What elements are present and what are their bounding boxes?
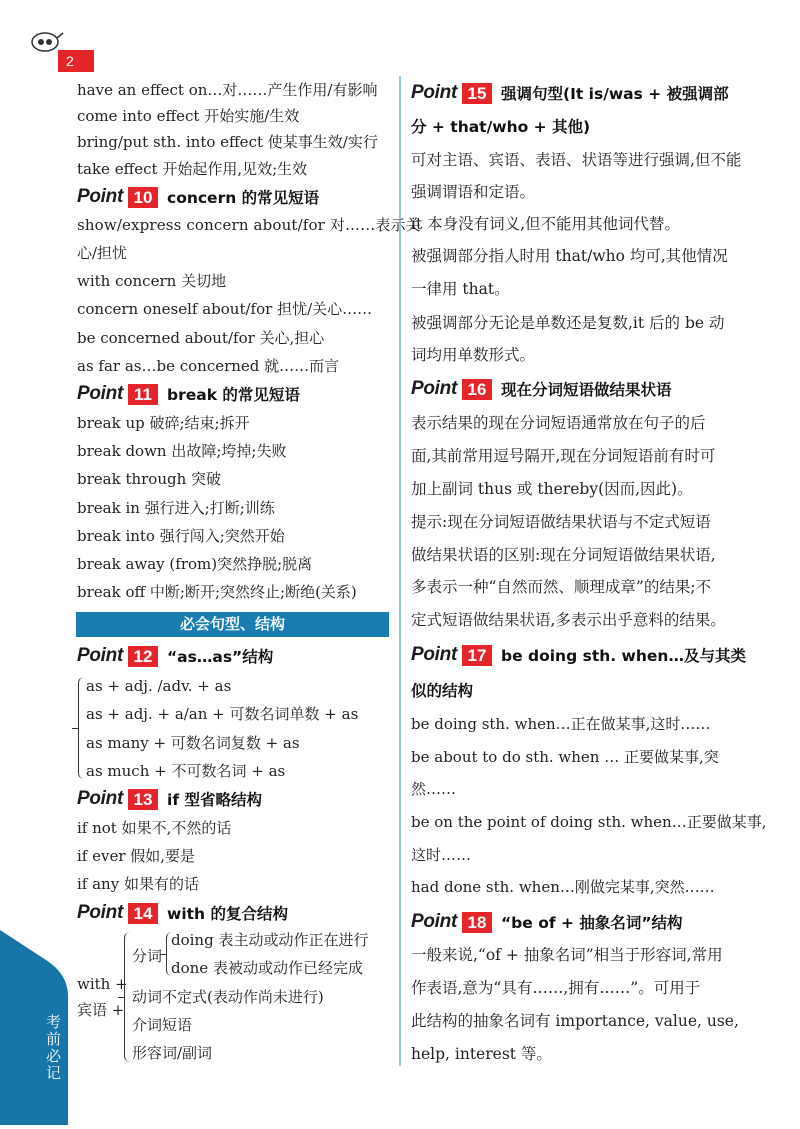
point-17-heading-cont [411, 677, 473, 703]
point-number: 18 [462, 912, 492, 933]
p15-line-3: it 本身没有词义,但不能用其他词代替。 [411, 215, 681, 233]
p14-sub-2: done 表被动或动作已经完成 [171, 959, 363, 977]
p10-line-2: 心/担忧 [77, 244, 128, 262]
point-label: Point [77, 186, 123, 207]
section-bar-title: 必会句型、结构 [179, 615, 285, 633]
intro-line-2: come into effect 开始实施/生效 [77, 107, 300, 125]
point-label: Point [411, 378, 457, 399]
p18-line-1: 一般来说,“of + 抽象名词”相当于形容词,常用 [411, 946, 723, 964]
p10-line-3: with concern 关切地 [77, 272, 227, 290]
p14-sub-1: doing 表主动或动作正在进行 [171, 931, 369, 949]
intro-line-4: take effect 开始起作用,见效;生效 [77, 160, 308, 178]
page-number: 2 [66, 53, 74, 69]
p10-line-4: concern oneself about/for 担忧/关心…… [77, 300, 373, 318]
p14-outer-brace [124, 932, 131, 1062]
p18-line-3: 此结构的抽象名词有 importance, value, use, [411, 1012, 739, 1030]
point-number: 15 [462, 83, 492, 104]
p15-line-1: 可对主语、宾语、表语、状语等进行强调,但不能 [411, 151, 742, 169]
p11-line-5: break into 强行闯入;突然开始 [77, 527, 285, 545]
point-label: Point [411, 82, 457, 103]
p15-line-4: 被强调部分指人时用 that/who 均可,其他情况 [411, 247, 728, 265]
point-title: with 的复合结构 [167, 905, 288, 923]
p11-line-6: break away (from)突然挣脱;脱离 [77, 555, 313, 573]
p13-line-1: if not 如果不,不然的话 [77, 819, 232, 837]
p14-item-3: 形容词/副词 [132, 1044, 213, 1062]
p10-line-6: as far as…be concerned 就……而言 [77, 357, 340, 375]
p17-line-1: be doing sth. when…正在做某事,这时…… [411, 715, 711, 733]
point-number: 17 [462, 645, 492, 666]
p16-line-4: 提示:现在分词短语做结果状语与不定式短语 [411, 513, 711, 531]
point-14-heading [77, 900, 288, 926]
p16-line-6: 多表示一种“自然而然、顺理成章”的结果;不 [411, 578, 712, 596]
point-title: concern 的常见短语 [167, 189, 320, 207]
p12-line-1: as + adj. /adv. + as [86, 677, 232, 695]
point-11-heading [77, 381, 300, 407]
point-17-heading [411, 642, 746, 668]
p14-object-label: 宾语 + [77, 1001, 125, 1019]
p11-line-3: break through 突破 [77, 470, 222, 488]
point-title: 现在分词短语做结果状语 [501, 381, 672, 399]
p15-line-2: 强调谓语和定语。 [411, 183, 536, 201]
point-title: 强调句型(It is/was + 被强调部 [501, 85, 729, 103]
point-title-cont: 分 + that/who + 其他) [411, 118, 591, 136]
p10-line-5: be concerned about/for 关心,担心 [77, 329, 325, 347]
p10-line-1: show/express concern about/for 对……表示关 [77, 216, 421, 234]
point-12-heading [77, 643, 273, 669]
point-title: break 的常见短语 [167, 386, 300, 404]
point-title: be doing sth. when…及与其类 [501, 647, 746, 665]
p15-line-5: 一律用 that。 [411, 280, 510, 298]
point-number: 14 [128, 903, 158, 924]
p14-item-1: 动词不定式(表动作尚未进行) [132, 988, 324, 1006]
point-15-heading-cont [411, 113, 590, 139]
point-18-heading [411, 909, 683, 935]
page-number-badge [58, 50, 94, 72]
p13-line-3: if any 如果有的话 [77, 875, 199, 893]
p11-line-1: break up 破碎;结束;拆开 [77, 414, 250, 432]
p17-line-5: 这时…… [411, 846, 472, 864]
point-title: “as…as”结构 [167, 648, 274, 666]
p17-line-4: be on the point of doing sth. when…正要做某事, [411, 813, 767, 831]
p11-line-4: break in 强行进入;打断;训练 [77, 499, 275, 517]
point-title-cont: 似的结构 [411, 682, 474, 700]
point-number: 10 [128, 187, 158, 208]
p17-line-3: 然…… [411, 780, 457, 798]
section-bar [76, 612, 389, 637]
point-16-heading [411, 376, 672, 402]
p14-with-label: with + [77, 975, 128, 993]
p16-line-2: 面,其前常用逗号隔开,现在分词短语前有时可 [411, 447, 716, 465]
point-label: Point [77, 788, 123, 809]
point-title: if 型省略结构 [167, 791, 262, 809]
p18-line-2: 作表语,意为“具有……,拥有……”。可用于 [411, 979, 701, 997]
side-tab [0, 930, 72, 1125]
point-number: 16 [462, 379, 492, 400]
p16-line-7: 定式短语做结果状语,多表示出乎意料的结果。 [411, 611, 726, 629]
p14-item-2: 介词短语 [132, 1016, 193, 1034]
point-13-heading [77, 786, 262, 812]
p12-line-4: as much + 不可数名词 + as [86, 762, 286, 780]
point-10-heading [77, 184, 319, 210]
p13-line-2: if ever 假如,要是 [77, 847, 196, 865]
p12-line-2: as + adj. + a/an + 可数名词单数 + as [86, 705, 359, 723]
p16-line-3: 加上副词 thus 或 thereby(因而,因此)。 [411, 480, 693, 498]
p16-line-1: 表示结果的现在分词短语通常放在句子的后 [411, 414, 706, 432]
point-label: Point [77, 383, 123, 404]
point-label: Point [411, 911, 457, 932]
point-label: Point [77, 645, 123, 666]
p18-line-4: help, interest 等。 [411, 1045, 552, 1063]
p17-line-6: had done sth. when…刚做完某事,突然…… [411, 878, 715, 896]
side-tab-label: 考前必记 [44, 1014, 62, 1082]
point-number: 11 [128, 384, 158, 405]
p17-line-2: be about to do sth. when … 正要做某事,突 [411, 748, 719, 766]
point-number: 13 [128, 789, 158, 810]
intro-line-1: have an effect on…对……产生作用/有影响 [77, 81, 378, 99]
p15-line-6: 被强调部分无论是单数还是复数,it 后的 be 动 [411, 314, 725, 332]
point-number: 12 [128, 646, 158, 667]
p16-line-5: 做结果状语的区别:现在分词短语做结果状语, [411, 546, 716, 564]
point-label: Point [411, 644, 457, 665]
p11-line-2: break down 出故障;垮掉;失败 [77, 442, 287, 460]
point-label: Point [77, 902, 123, 923]
p12-brace [78, 677, 85, 779]
p12-line-3: as many + 可数名词复数 + as [86, 734, 300, 752]
point-title: “be of + 抽象名词”结构 [501, 914, 683, 932]
intro-line-3: bring/put sth. into effect 使某事生效/实行 [77, 133, 378, 151]
point-15-heading [411, 80, 729, 106]
p14-participle-label: 分词 [132, 947, 163, 965]
p11-line-7: break off 中断;断开;突然终止;断绝(关系) [77, 583, 357, 601]
p15-line-7: 词均用单数形式。 [411, 346, 536, 364]
